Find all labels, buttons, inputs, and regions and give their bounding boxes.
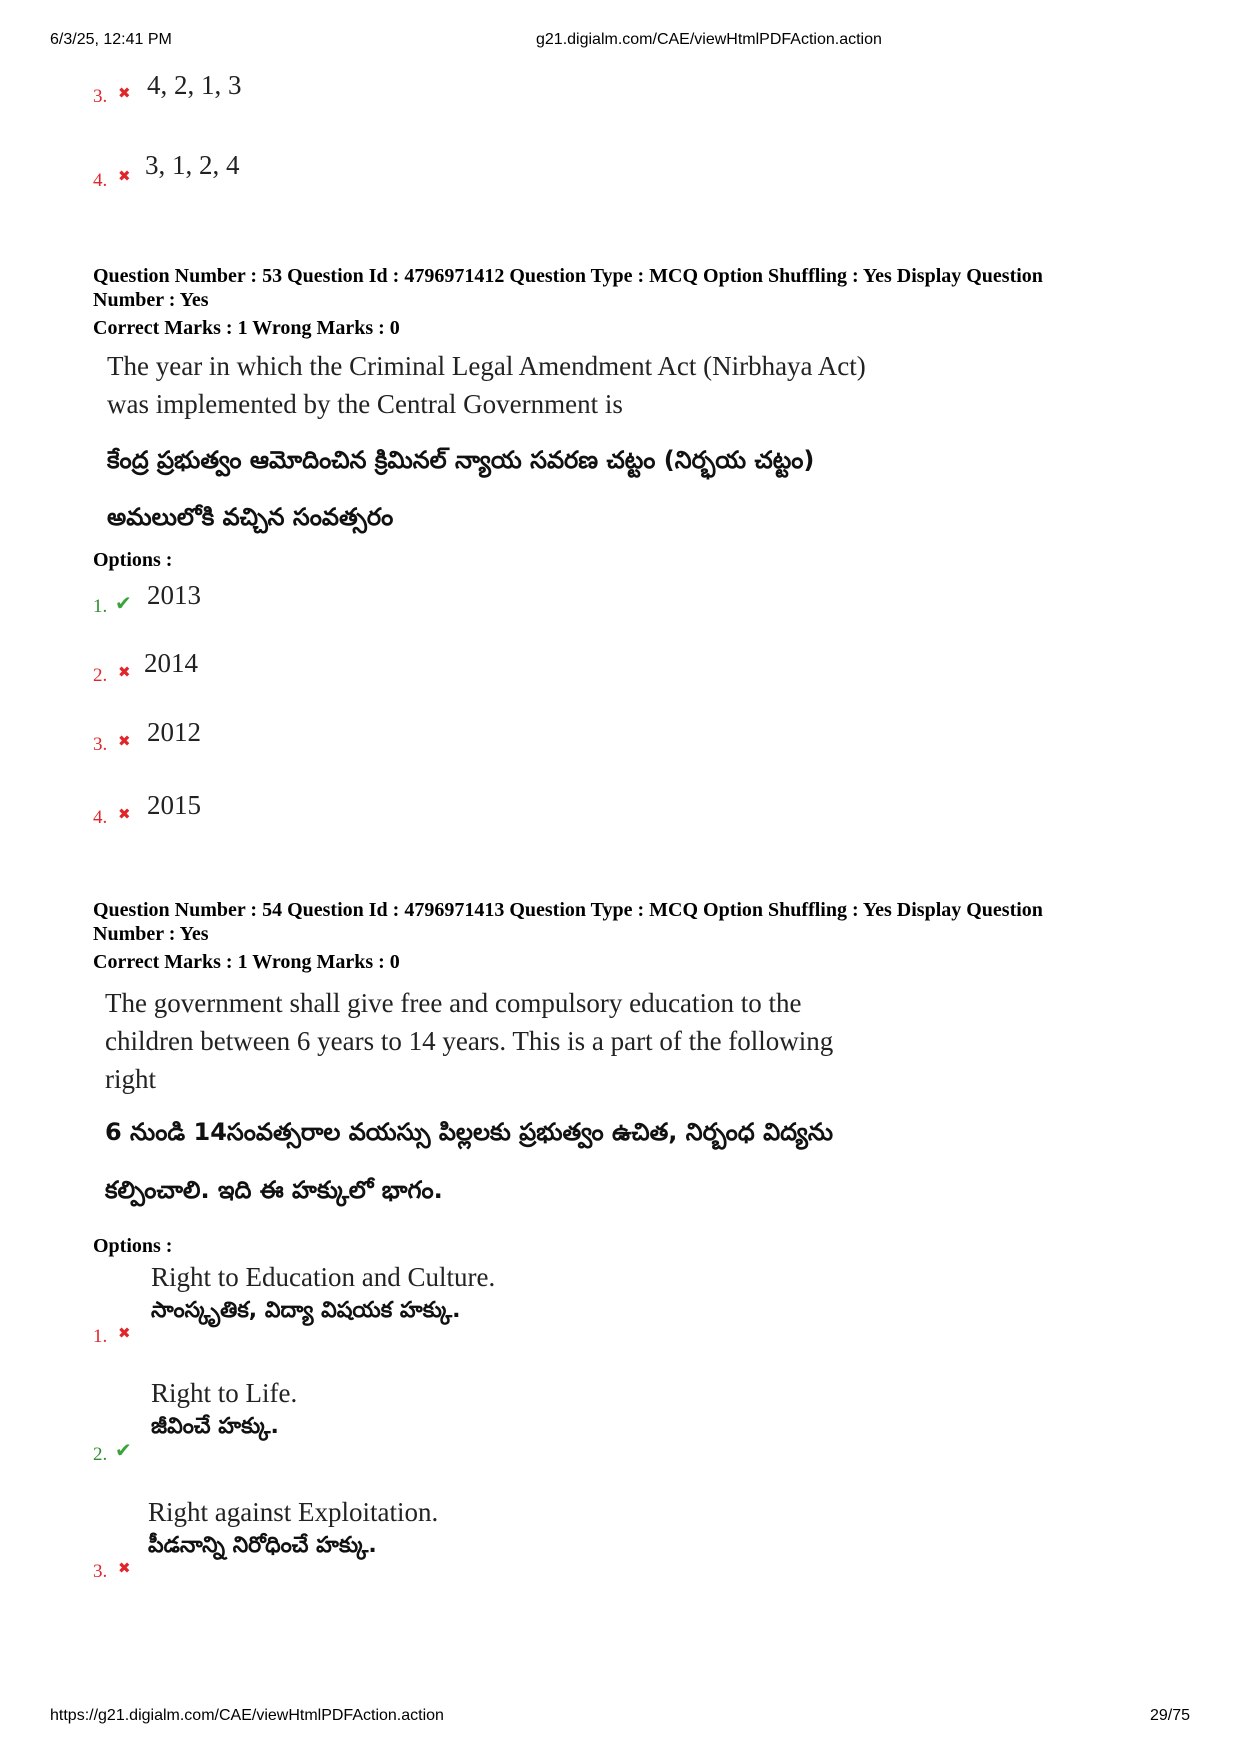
- q54-option-3: [93, 1497, 693, 1587]
- option-number: 1.: [93, 1326, 108, 1347]
- option-text-te: సాంస్కృతిక, విద్యా విషయక హక్కు.: [151, 1298, 461, 1323]
- option-number: 3.: [93, 734, 108, 755]
- footer-url: https://g21.digialm.com/CAE/viewHtmlPDFAction.action: [50, 1707, 444, 1724]
- question-53-text-te-2: అమలులోకి వచ్చిన సంవత్సరం: [107, 503, 394, 531]
- option-number: 1.: [93, 596, 108, 617]
- question-text-line: was implemented by the Central Government is: [107, 389, 623, 419]
- cross-icon: ✖: [118, 84, 131, 102]
- question-54-meta: [93, 898, 1133, 974]
- option-text: 3, 1, 2, 4: [145, 150, 240, 180]
- option-number: 4.: [93, 807, 108, 828]
- question-meta-line: Number : Yes: [93, 923, 209, 945]
- option-number: 2.: [93, 1444, 108, 1465]
- print-datetime: 6/3/25, 12:41 PM: [50, 31, 172, 48]
- option-text: 2014: [144, 648, 198, 678]
- cross-icon: ✖: [118, 1324, 131, 1342]
- q54-option-1: [93, 1262, 693, 1352]
- question-text-line: right: [105, 1064, 156, 1094]
- question-54-text-te-1: 6 నుండి 14సంవత్సరాల వయస్సు పిల్లలకు ప్రభుత్వం ఉచిత, నిర్బంధ విద్యను: [105, 1118, 834, 1146]
- question-53-text-en: [107, 347, 866, 423]
- option-number: 4.: [93, 170, 108, 191]
- print-url: g21.digialm.com/CAE/viewHtmlPDFAction.action: [536, 31, 882, 48]
- question-54-text-te-2: కల్పించాలి. ఇది ఈ హక్కులో భాగం.: [105, 1176, 443, 1204]
- q54-option-2: [93, 1378, 693, 1468]
- cross-icon: ✖: [118, 663, 131, 681]
- options-label: Options :: [93, 1235, 173, 1257]
- cross-icon: ✖: [118, 732, 131, 750]
- option-text-te: పీడనాన్ని నిరోధించే హక్కు.: [148, 1533, 377, 1558]
- check-icon: ✔: [115, 1438, 132, 1462]
- option-text-te: జీవించే హక్కు.: [151, 1414, 279, 1439]
- option-text: 2013: [147, 580, 201, 610]
- question-text-line: children between 6 years to 14 years. This is a part of the following: [105, 1026, 834, 1056]
- option-number: 3.: [93, 86, 108, 107]
- question-meta-line: Number : Yes: [93, 289, 209, 311]
- question-text-line: The government shall give free and compulsory education to the: [105, 988, 802, 1018]
- option-text: 2015: [147, 790, 201, 820]
- page-number: 29/75: [1150, 1707, 1191, 1724]
- question-53-meta: [93, 264, 1133, 340]
- cross-icon: ✖: [118, 1559, 131, 1577]
- marks-line: Correct Marks : 1 Wrong Marks : 0: [93, 317, 400, 339]
- marks-line: Correct Marks : 1 Wrong Marks : 0: [93, 951, 400, 973]
- option-number: 3.: [93, 1561, 108, 1582]
- question-meta-line: Question Number : 53 Question Id : 4796971412 Question Type : MCQ Option Shuffling : Yes Display Question: [93, 265, 1043, 287]
- cross-icon: ✖: [118, 167, 131, 185]
- option-text: 4, 2, 1, 3: [147, 70, 242, 100]
- check-icon: ✔: [115, 591, 132, 615]
- options-label: Options :: [93, 549, 173, 571]
- option-text-en: Right to Life.: [151, 1378, 298, 1408]
- question-54-text-en: [105, 984, 833, 1098]
- cross-icon: ✖: [118, 805, 131, 823]
- option-text-en: Right against Exploitation.: [148, 1497, 439, 1527]
- option-text-en: Right to Education and Culture.: [151, 1262, 496, 1292]
- question-53-text-te-1: కేంద్ర ప్రభుత్వం ఆమోదించిన క్రిమినల్ న్యాయ సవరణ చట్టం (నిర్భయ చట్టం): [107, 446, 815, 474]
- option-text: 2012: [147, 717, 201, 747]
- question-meta-line: Question Number : 54 Question Id : 4796971413 Question Type : MCQ Option Shuffling : Yes Display Question: [93, 899, 1043, 921]
- option-number: 2.: [93, 665, 108, 686]
- question-text-line: The year in which the Criminal Legal Amendment Act (Nirbhaya Act): [107, 351, 866, 381]
